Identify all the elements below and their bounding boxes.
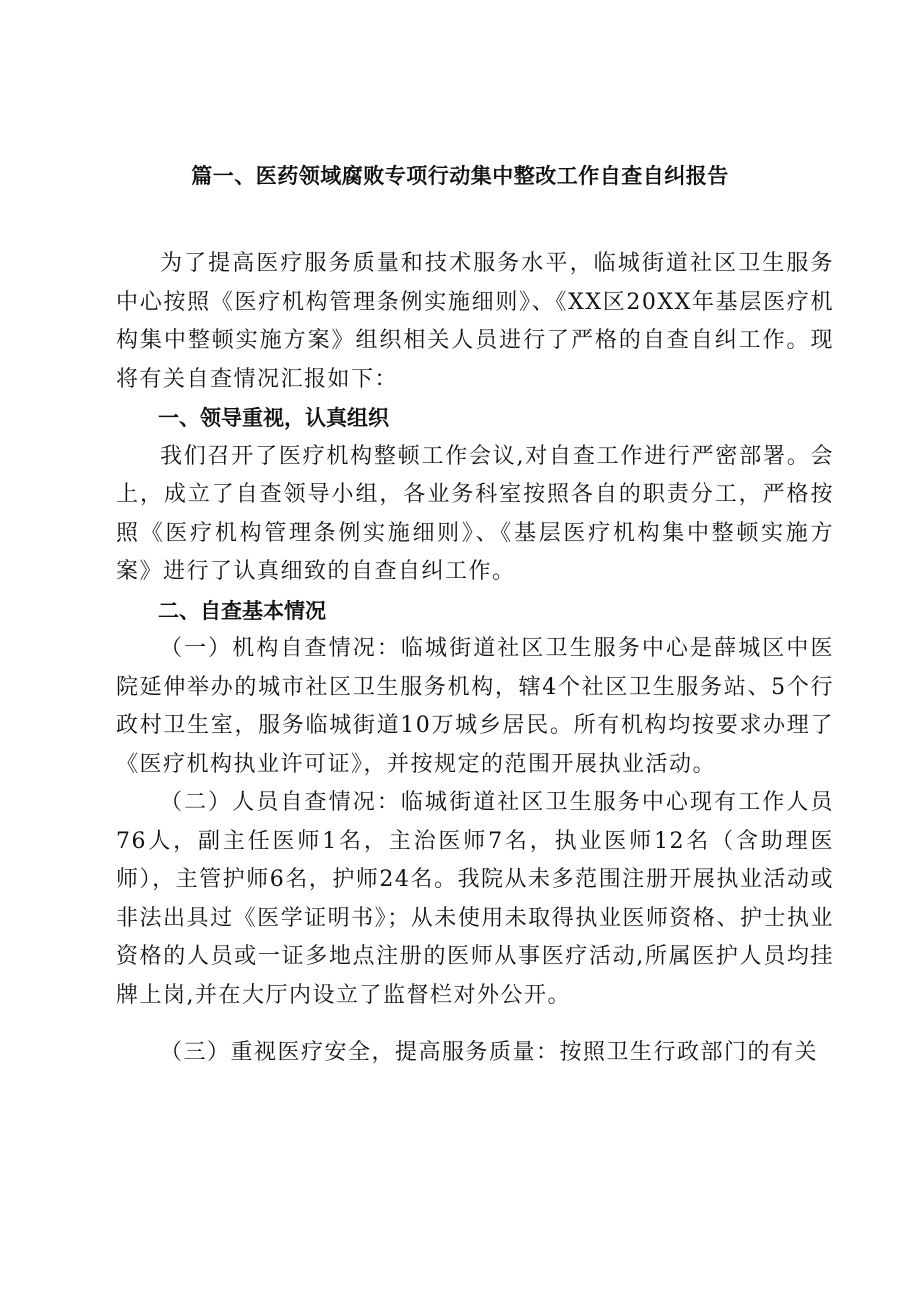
document-body	[116, 245, 834, 1073]
item-2-paragraph: （二）人员自查情况：临城街道社区卫生服务中心现有工作人员76人，副主任医师1名，主治医师7名，执业医师12名（含助理医师），主管护师6名，护师24名。我院从未多范围注册开展执业活动或非法出具过《医学证明书》；从未使用未取得执业医师资格、护士执业资格的人员或一证多地点注册的医师从事医疗活动,所属医护人员均挂牌上岗,并在大厅内设立了监督栏对外公开。	[116, 790, 834, 1008]
document-title: 篇一、医药领域腐败专项行动集中整改工作自查自纠报告	[191, 164, 729, 188]
intro-paragraph: 为了提高医疗服务质量和技术服务水平，临城街道社区卫生服务中心按照《医疗机构管理条例实施细则》、《XX区20XX年基层医疗机构集中整顿实施方案》组织相关人员进行了严格的自查自纠工作。现将有关自查情况汇报如下：	[116, 251, 834, 392]
item-3-paragraph: （三）重视医疗安全，提高服务质量：按照卫生行政部门的有关	[160, 1040, 819, 1065]
item-1-paragraph: （一）机构自查情况：临城街道社区卫生服务中心是薛城区中医院延伸举办的城市社区卫生服务机构，辖4个社区卫生服务站、5个行政村卫生室，服务临城街道10万城乡居民。所有机构均按要求办理了《医疗机构执业许可证》，并按规定的范围开展执业活动。	[116, 636, 834, 777]
section-2-heading: 二、自查基本情况	[158, 598, 326, 623]
section-1-heading: 一、领导重视，认真组织	[158, 406, 389, 430]
section-1-paragraph: 我们召开了医疗机构整顿工作会议,对自查工作进行严密部署。会上，成立了自查领导小组，各业务科室按照各自的职责分工，严格按照《医疗机构管理条例实施细则》、《基层医疗机构集中整顿实施方案》进行了认真细致的自查自纠工作。	[116, 443, 834, 584]
